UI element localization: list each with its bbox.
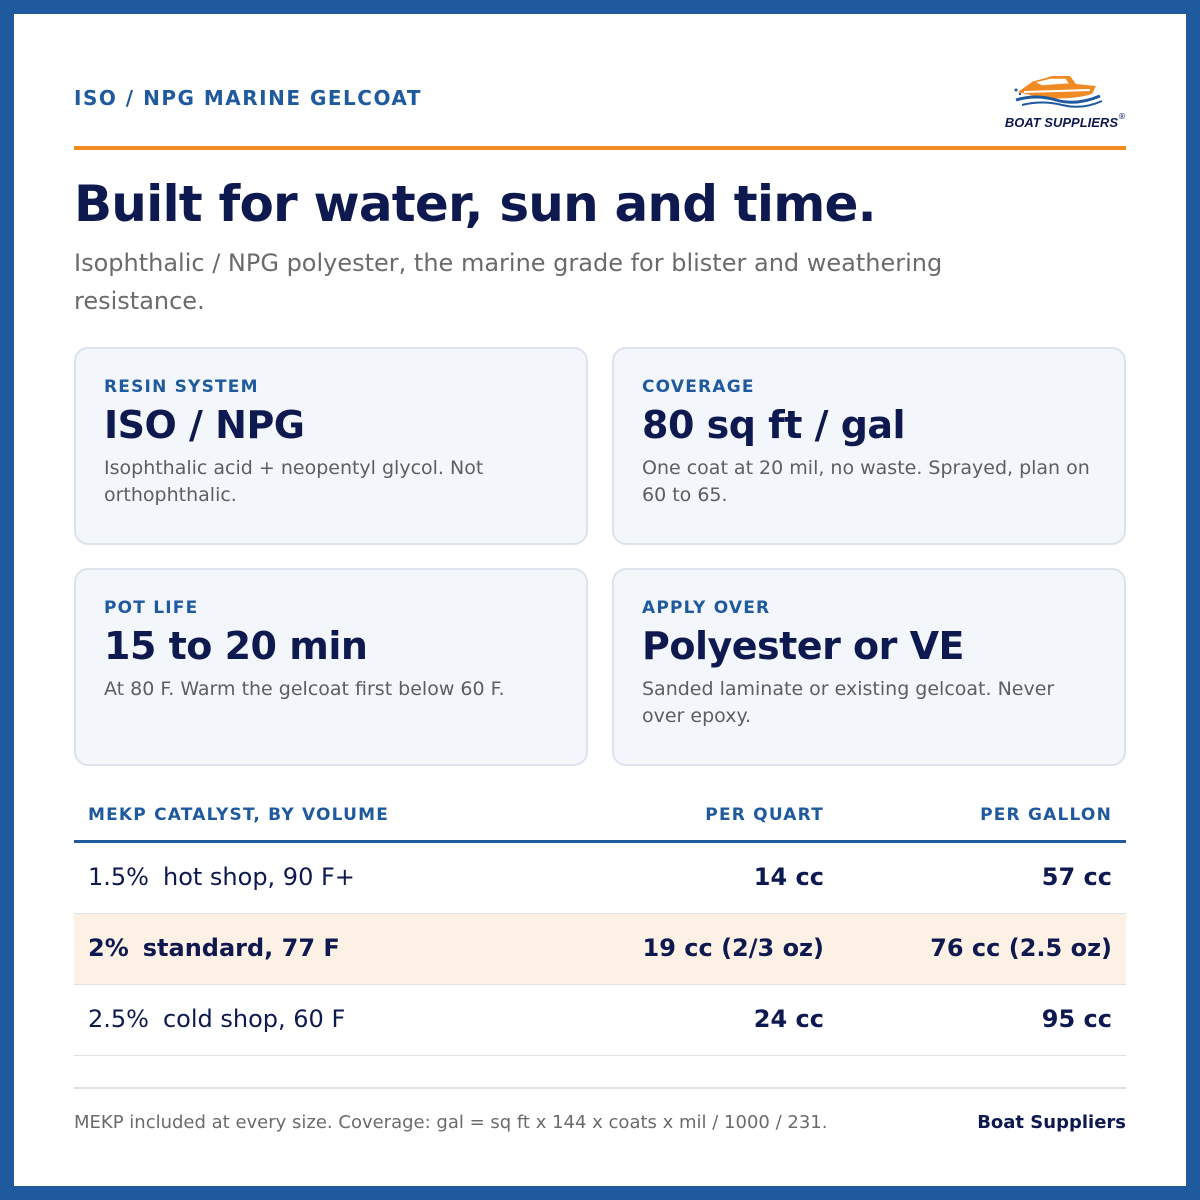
- brand-logo[interactable]: [976, 70, 1126, 130]
- card-label: APPLY OVER: [642, 598, 771, 618]
- catalyst-table: [74, 796, 1126, 1056]
- catalyst-percent: 1.5%: [88, 863, 149, 891]
- card-label: RESIN SYSTEM: [104, 377, 259, 397]
- per-quart-value: 14 cc: [753, 863, 824, 891]
- column-header-catalyst: MEKP CATALYST, BY VOLUME: [88, 805, 390, 825]
- catalyst-condition: standard, 77 F: [142, 934, 340, 962]
- card-pot-life: [74, 568, 588, 766]
- card-value: 15 to 20 min: [104, 624, 368, 668]
- catalyst-condition: hot shop, 90 F+: [162, 863, 355, 891]
- card-value: Polyester or VE: [642, 624, 964, 668]
- card-description: Isophthalic acid + neopentyl glycol. Not orthophthalic.: [104, 457, 484, 506]
- catalyst-cell: [88, 863, 355, 891]
- catalyst-condition: cold shop, 60 F: [162, 1005, 346, 1033]
- footnote: MEKP included at every size. Coverage: gal = sq ft x 144 x coats x mil / 1000 / 231.: [74, 1112, 828, 1133]
- per-quart-value: 24 cc: [753, 1005, 824, 1033]
- table-row: [74, 843, 1126, 914]
- header-divider: [74, 146, 1126, 150]
- card-label: POT LIFE: [104, 598, 199, 618]
- table-header: [74, 796, 1126, 843]
- per-gallon-value: 95 cc: [1041, 1005, 1112, 1033]
- catalyst-cell: [88, 1005, 345, 1033]
- per-gallon-value: 57 cc: [1041, 863, 1112, 891]
- card-description: One coat at 20 mil, no waste. Sprayed, plan on 60 to 65.: [642, 457, 1090, 506]
- eyebrow-title: ISO / NPG MARINE GELCOAT: [74, 86, 422, 110]
- card-apply-over: [612, 568, 1126, 766]
- registered-mark: ®: [1118, 112, 1126, 121]
- card-description: Sanded laminate or existing gelcoat. Never over epoxy.: [642, 678, 1055, 727]
- footer-divider: [74, 1087, 1126, 1089]
- card-resin-system: [74, 347, 588, 545]
- subheadline: Isophthalic / NPG polyester, the marine grade for blister and weathering resistance.: [74, 249, 943, 315]
- card-description: At 80 F. Warm the gelcoat first below 60 F.: [104, 678, 505, 700]
- card-value: 80 sq ft / gal: [642, 403, 906, 447]
- logo-text: BOAT SUPPLIERS: [1004, 115, 1118, 130]
- per-quart-value: 19 cc (2/3 oz): [642, 934, 824, 962]
- card-label: COVERAGE: [642, 377, 755, 397]
- catalyst-percent: 2.5%: [88, 1005, 149, 1033]
- column-header-quart: PER QUART: [705, 805, 824, 825]
- boat-icon: [1012, 70, 1104, 110]
- headline: Built for water, sun and time.: [74, 175, 876, 233]
- content: [74, 0, 1126, 1200]
- card-coverage: [612, 347, 1126, 545]
- card-value: ISO / NPG: [104, 403, 305, 447]
- table-row: [74, 985, 1126, 1056]
- footer-brand[interactable]: Boat Suppliers: [977, 1112, 1126, 1133]
- column-header-gallon: PER GALLON: [980, 805, 1112, 825]
- catalyst-cell: [88, 934, 340, 962]
- table-row-highlighted: [74, 914, 1126, 985]
- catalyst-percent: 2%: [88, 934, 129, 962]
- per-gallon-value: 76 cc (2.5 oz): [930, 934, 1112, 962]
